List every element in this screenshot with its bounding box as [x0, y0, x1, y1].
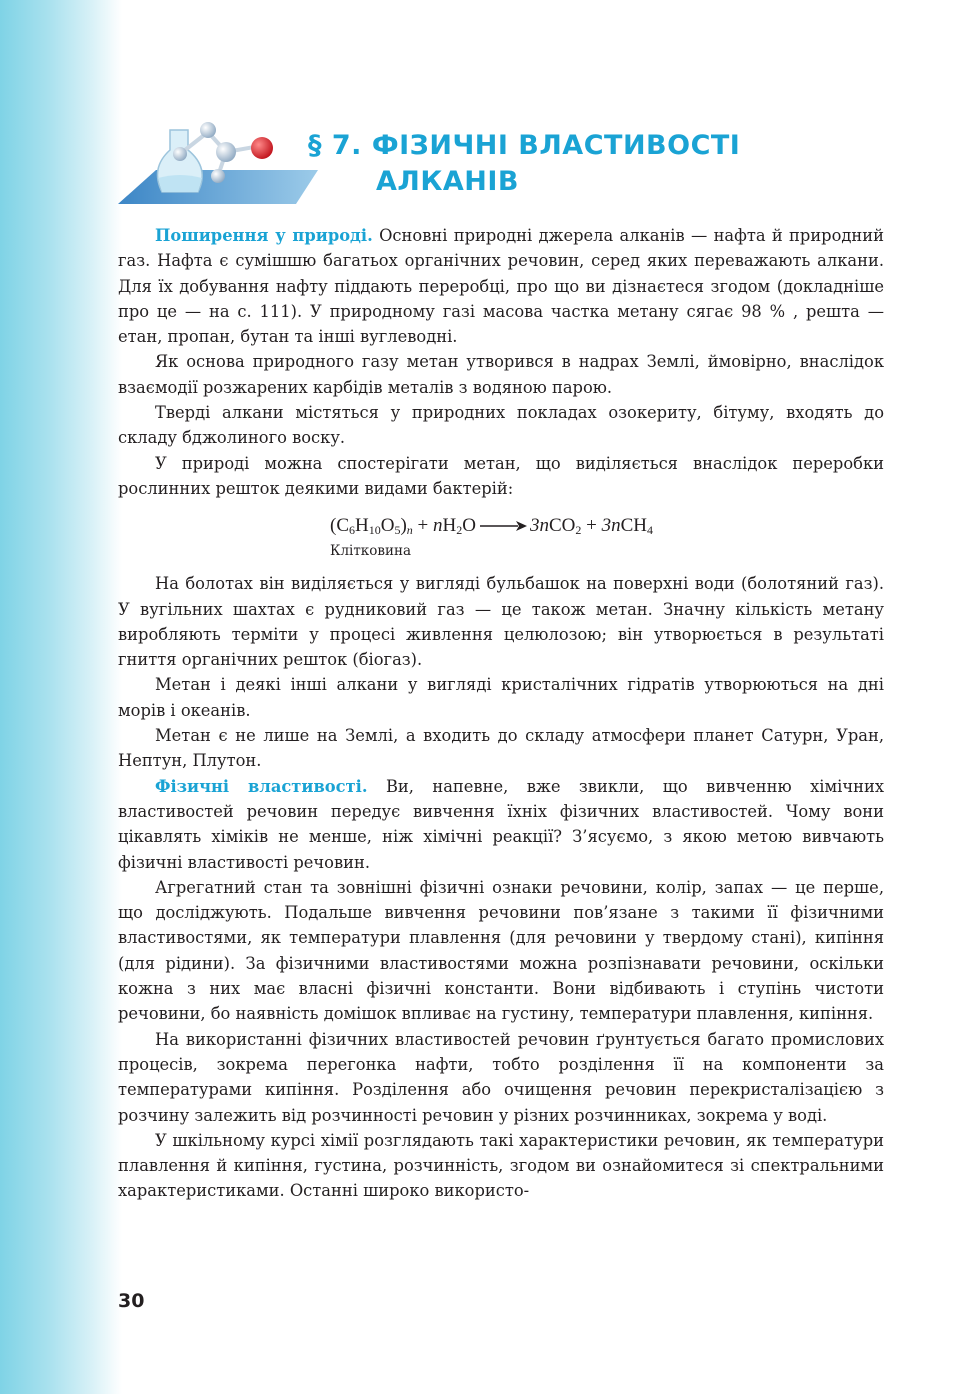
- paragraph-text: На болотах він виділяється у вигляді бульбашок на поверхні води (болотяний газ). У вугільних шахтах є рудниковий газ — це також метан. Значну кількість метану виробляють терміти у процесі живлення целюлозою; він утворюється в результаті гниття органічних решток (біогаз).: [118, 574, 884, 670]
- section-title-line2: АЛКАНІВ: [376, 166, 520, 197]
- paragraph-keyword: Поширення у природі.: [155, 226, 373, 245]
- paragraph: [118, 875, 884, 1027]
- paragraph: [118, 349, 884, 400]
- reaction-arrow-icon: [478, 514, 528, 539]
- paragraph-text: У шкільному курсі хімії розглядають такі характеристики речовин, як температури плавлення й кипіння, густина, розчинність, згодом ви ознайомитеся зі спектральними характеристиками. Останні широко використо-: [118, 1130, 884, 1201]
- paragraph-text: Як основа природного газу метан утворився в надрах Землі, ймовірно, внаслідок взаємодії розжарених карбідів металів з водяною парою.: [118, 352, 884, 397]
- paragraph-keyword: Фізичні властивості.: [155, 776, 368, 796]
- paragraph: [118, 774, 884, 875]
- paragraph: [118, 672, 884, 723]
- equation-label: Клітковина: [330, 543, 412, 560]
- chemical-equation: [118, 501, 884, 560]
- paragraph: [118, 723, 884, 774]
- paragraph-text: На використанні фізичних властивостей речовин ґрунтується багато промислових процесів, зокрема перегонка нафти, тобто розділення її на компоненти за температурами кипіння. Розділення або очищення речовин перекристалізацією з розчину залежить від розчинності речовин у різних розчинниках, зокрема у воді.: [118, 1029, 884, 1125]
- paragraph-text: Метан є не лише на Землі, а входить до складу атмосфери планет Сатурн, Уран, Нептун, Плутон.: [118, 726, 884, 771]
- paragraph: [118, 1027, 884, 1128]
- paragraph-text: Метан і деякі інші алкани у вигляді кристалічних гідратів утворюються на дні морів і океанів.: [118, 675, 884, 720]
- paragraph: [118, 223, 884, 349]
- body-text: [118, 223, 884, 1204]
- paragraph-text: У природі можна спостерігати метан, що виділяється внаслідок переробки рослинних решток деякими видами бактерій:: [118, 453, 884, 498]
- paragraph: [118, 400, 884, 451]
- flask-molecule-icon: [118, 108, 318, 208]
- section-title-line1: § 7. ФІЗИЧНІ ВЛАСТИВОСТІ: [308, 130, 741, 161]
- page-number: 30: [118, 1290, 145, 1312]
- paragraph: [118, 451, 884, 502]
- paragraph: [118, 1128, 884, 1204]
- paragraph-text: Тверді алкани містяться у природних покладах озокериту, бітуму, входять до складу бджолиного воску.: [118, 403, 884, 448]
- paragraph-text: Агрегатний стан та зовнішні фізичні ознаки речовини, колір, запах — це перше, що досліджують. Подальше вивчення речовини пов’язане з такими її фізичними властивостями, як температури плавлення (для речовини у твердому стані), кипіння (для рідини). За фізичними властивостями можна розпізнавати речовини, оскільки кожна з них має власні фізичні константи. Вони відбивають і ступінь чистоти речовини, бо наявність домішок впливає на густину, температури плавлення, кипіння.: [118, 877, 884, 1024]
- paragraph: [118, 571, 884, 672]
- section-title: [308, 128, 740, 200]
- side-color-strip: [0, 0, 122, 1394]
- paragraph-text: Ви, напевне, вже звикли, що вивченню хімічних властивостей речовин передує вивчення їхніх фізичних властивостей. Чому вони цікавлять хіміків не менше, ніж хімічні реакції? З’ясуємо, з якою метою вивчають фізичні властивості речовин.: [118, 776, 884, 872]
- equation-formula: $(C_6H_{10}O_5)_n + nH_2O$ 3nCO$_2$ + 3nCH$_4$: [330, 513, 653, 543]
- paragraph-text: Основні природні джерела алканів — нафта й природний газ. Нафта є сумішшю багатьох органічних речовин, серед яких переважають алкани. Для їх добування нафту піддають переробці, про що ви дізнаєтеся згодом (докладніше про це — на с. 111). У природному газі масова частка метану сягає 98 % , решта — етан, пропан, бутан та інші вуглеводні.: [118, 226, 884, 347]
- section-header: [118, 108, 898, 208]
